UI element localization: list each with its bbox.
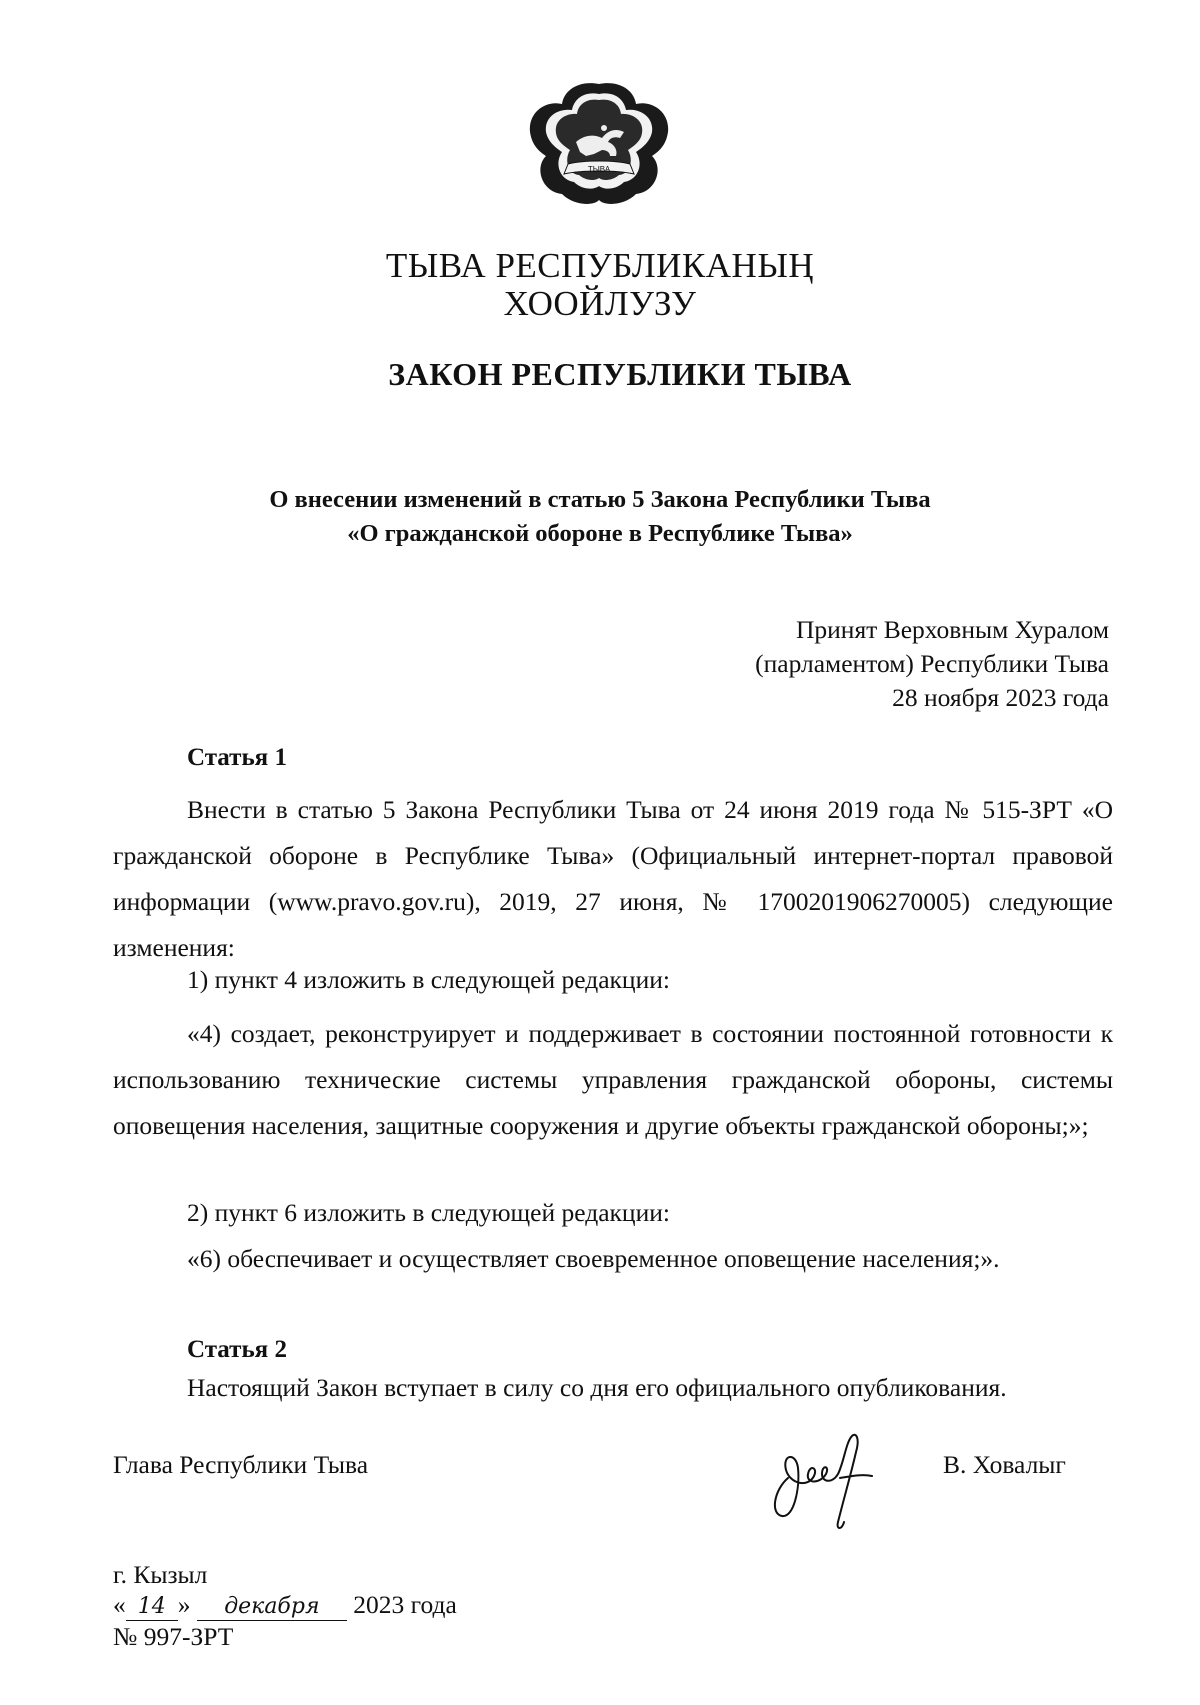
emblem-inscription: ТЫВА	[587, 165, 611, 174]
article1-item1: 1) пункт 4 изложить в следующей редакции:	[187, 965, 670, 994]
article2-text: Настоящий Закон вступает в силу со дня его официального опубликования.	[187, 1373, 1007, 1402]
article1-heading: Статья 1	[187, 744, 287, 771]
adopted-line1: Принят Верховным Хуралом	[796, 615, 1109, 644]
date-year: 2023 года	[353, 1590, 457, 1619]
header-tuvan-line2: ХООЙЛУЗУ	[503, 284, 697, 323]
law-title: ЗАКОН РЕСПУБЛИКИ ТЫВА	[388, 356, 852, 392]
registration-number: № 997-ЗРТ	[113, 1622, 234, 1651]
quote-open: «	[113, 1590, 126, 1619]
signatory-name: В. Ховалыг	[943, 1450, 1066, 1479]
article1-item1-text: «4) создает, реконструирует и поддерживает в состоянии постоянной готовности к использованию технические системы управления гражданской обороны, системы оповещения населения, защитные сооружения и другие объекты гражданской обороны;»;	[113, 1019, 1113, 1140]
adopted-date: 28 ноября 2023 года	[892, 683, 1109, 712]
signing-date	[113, 1590, 457, 1621]
header-tuvan-line1: ТЫВА РЕСПУБЛИКАНЫҢ	[385, 246, 815, 285]
date-month: декабря	[197, 1594, 347, 1621]
city: г. Кызыл	[113, 1560, 208, 1589]
subject-line1: О внесении изменений в статью 5 Закона Республики Тыва	[269, 486, 931, 513]
date-day: 14	[126, 1594, 178, 1621]
subject-line2: «О гражданской обороне в Республике Тыва»	[347, 520, 853, 547]
article1-intro: Внести в статью 5 Закона Республики Тыва от 24 июня 2019 года № 515-ЗРТ «О гражданской обороне в Республике Тыва» (Официальный интернет-портал правовой информации (www.pravo.gov.ru), 2019, 27 июня, № 1700201906270005) следующие изменения:	[113, 795, 1113, 962]
signatory-title: Глава Республики Тыва	[113, 1450, 369, 1479]
tuva-coat-of-arms-icon	[524, 80, 674, 208]
handwritten-signature	[760, 1418, 920, 1538]
adopted-line2: (парламентом) Республики Тыва	[755, 649, 1109, 678]
article1-item2: 2) пункт 6 изложить в следующей редакции:	[187, 1198, 670, 1227]
quote-close: »	[177, 1590, 191, 1619]
article2-heading: Статья 2	[187, 1336, 287, 1363]
article1-item2-text: «6) обеспечивает и осуществляет своевременное оповещение населения;».	[187, 1244, 1000, 1273]
